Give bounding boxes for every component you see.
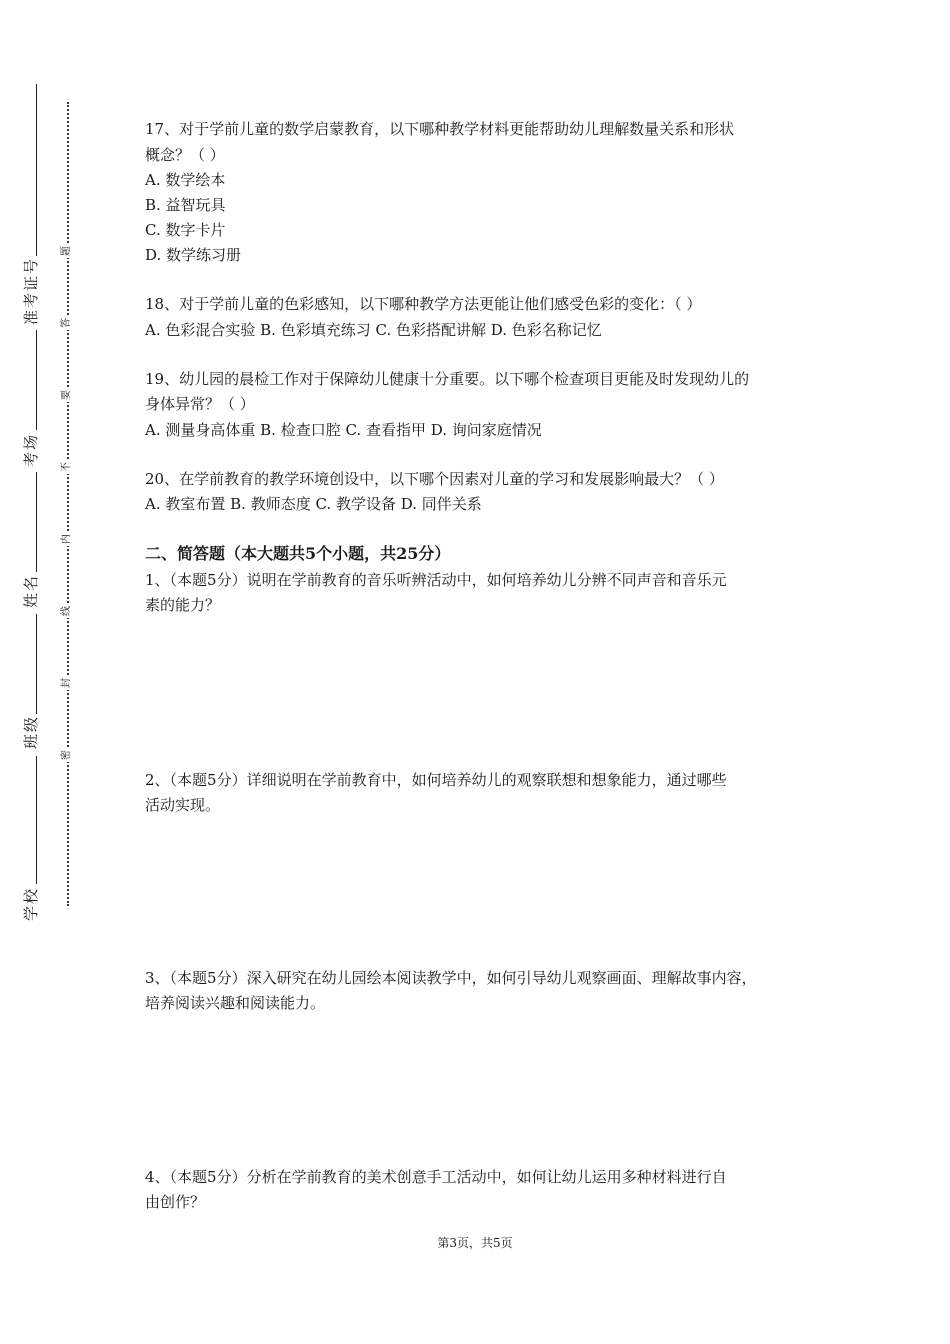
seal-char: 题	[61, 246, 72, 256]
question-stem: 1、（本题5分）说明在学前教育的音乐听辨活动中，如何培养幼儿分辨不同声音和音乐元	[145, 571, 727, 589]
label-char: 考	[22, 292, 41, 309]
question-stem: 活动实现。	[145, 796, 221, 814]
question-stem: 19、幼儿园的晨检工作对于保障幼儿健康十分重要。以下哪个检查项目更能及时发现幼儿的	[145, 370, 750, 388]
label-char: 学	[22, 905, 41, 922]
seal-char: 内	[61, 534, 72, 544]
question-options: A. 测量身高体重 B. 检查口腔 C. 查看指甲 D. 询问家庭情况	[145, 421, 542, 439]
label-char: 准	[22, 309, 41, 326]
question-options: A. 色彩混合实验 B. 色彩填充练习 C. 色彩搭配讲解 D. 色彩名称记忆	[145, 321, 602, 339]
question-stem: 2、（本题5分）详细说明在学前教育中，如何培养幼儿的观察联想和想象能力，通过哪些	[145, 771, 727, 789]
option-c: C. 数字卡片	[145, 221, 226, 239]
school-label	[22, 888, 42, 922]
label-char: 场	[22, 434, 41, 451]
question-stem: 3、（本题5分）深入研究在幼儿园绘本阅读教学中，如何引导幼儿观察画面、理解故事内容，	[145, 969, 757, 987]
name-underline	[36, 472, 37, 572]
question-options: A. 教室布置 B. 教师态度 C. 教学设备 D. 同伴关系	[145, 495, 482, 513]
seal-dotted-line	[67, 102, 69, 906]
seal-char: 不	[61, 462, 72, 472]
question-stem: 由创作？	[145, 1193, 206, 1211]
exam-room-label	[22, 434, 42, 468]
label-char: 姓	[22, 592, 41, 609]
question-stem: 素的能力？	[145, 596, 221, 614]
question-stem: 培养阅读兴趣和阅读能力。	[145, 994, 326, 1012]
option-d: D. 数学练习册	[145, 246, 242, 264]
label-char: 名	[22, 575, 41, 592]
question-stem: 概念？（ ）	[145, 146, 225, 164]
seal-char: 封	[61, 678, 72, 688]
question-stem: 4、（本题5分）分析在学前教育的美术创意手工活动中，如何让幼儿运用多种材料进行自	[145, 1168, 727, 1186]
option-b: B. 益智玩具	[145, 196, 226, 214]
label-char: 证	[22, 275, 41, 292]
option-a: A. 数学绘本	[145, 171, 226, 189]
question-stem: 18、对于学前儿童的色彩感知，以下哪种教学方法更能让他们感受色彩的变化：（ ）	[145, 295, 702, 313]
seal-char: 要	[61, 390, 72, 400]
class-label	[22, 716, 42, 750]
class-underline	[36, 614, 37, 714]
seal-char: 密	[61, 750, 72, 760]
label-char: 校	[22, 888, 41, 905]
page-footer: 第3页，共5页	[437, 1236, 513, 1250]
label-char: 级	[22, 716, 41, 733]
label-char: 号	[22, 258, 41, 275]
question-stem: 20、在学前教育的教学环境创设中，以下哪个因素对儿童的学习和发展影响最大？（ ）	[145, 470, 724, 488]
question-stem: 身体异常？（ ）	[145, 395, 255, 413]
question-stem: 17、对于学前儿童的数学启蒙教育，以下哪种教学材料更能帮助幼儿理解数量关系和形状	[145, 120, 735, 138]
section-title: 二、简答题（本大题共5个小题，共25分）	[145, 544, 451, 563]
exam-room-underline	[36, 330, 37, 430]
seal-char: 答	[61, 318, 72, 328]
seal-char: 线	[61, 606, 72, 616]
exam-id-underline	[36, 84, 37, 256]
school-underline	[36, 756, 37, 884]
label-char: 考	[22, 451, 41, 468]
exam-id-label	[22, 258, 42, 326]
label-char: 班	[22, 733, 41, 750]
name-label	[22, 575, 42, 609]
